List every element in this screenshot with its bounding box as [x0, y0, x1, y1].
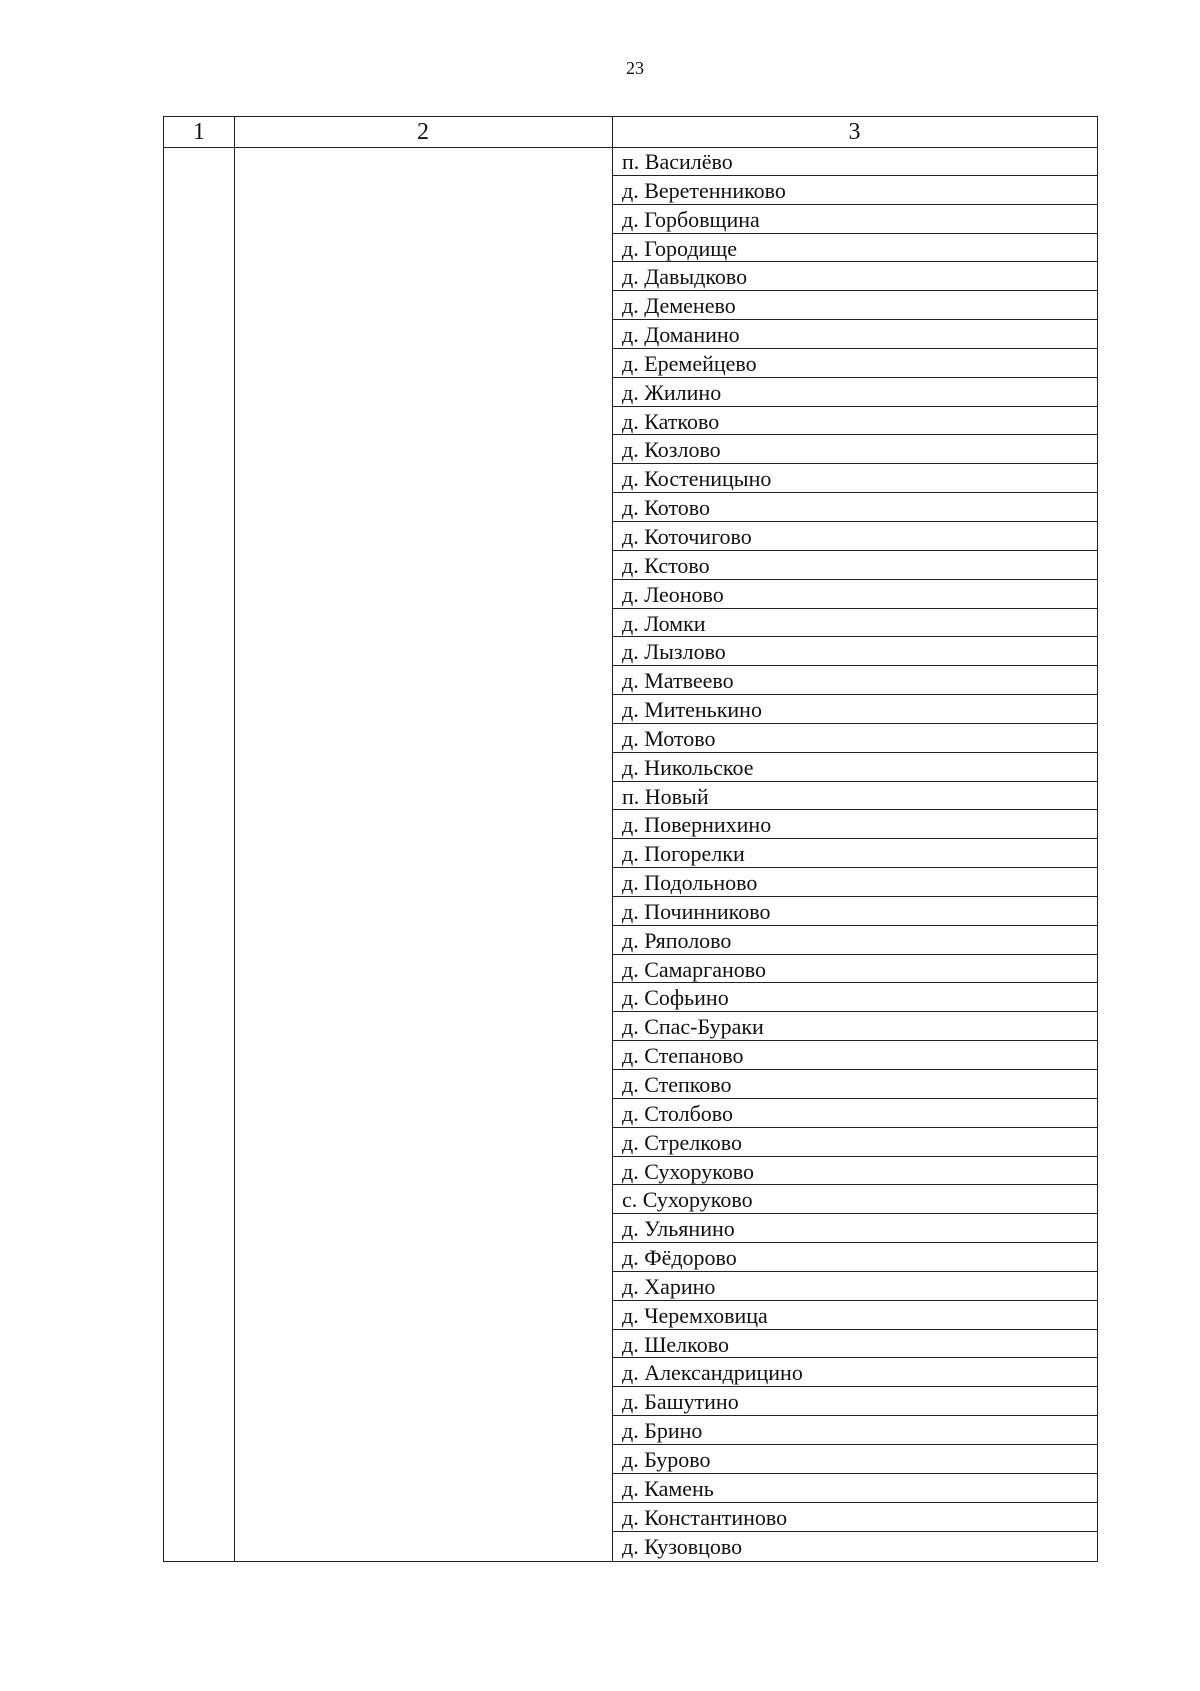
settlement-row: д. Константиново — [612, 1503, 1097, 1532]
settlement-row: п. Василёво — [612, 147, 1097, 176]
settlement-row: д. Леоново — [612, 580, 1097, 609]
table-header-row — [164, 117, 1097, 148]
settlements-table — [163, 116, 1098, 1562]
settlement-row: д. Давыдково — [612, 262, 1097, 291]
settlement-row: д. Митенькино — [612, 695, 1097, 724]
settlement-row: д. Шелково — [612, 1330, 1097, 1359]
settlement-row: д. Подольново — [612, 868, 1097, 897]
settlement-row: д. Самарганово — [612, 955, 1097, 984]
settlement-row: д. Веретенниково — [612, 176, 1097, 205]
settlement-row: д. Жилино — [612, 378, 1097, 407]
settlement-row: д. Александрицино — [612, 1358, 1097, 1387]
settlement-row: д. Катково — [612, 407, 1097, 436]
settlement-row: д. Сухоруково — [612, 1157, 1097, 1186]
settlement-row: д. Стрелково — [612, 1128, 1097, 1157]
settlement-row: д. Котово — [612, 493, 1097, 522]
page-number: 23 — [626, 58, 644, 78]
settlement-row: д. Брино — [612, 1416, 1097, 1445]
settlement-row: д. Козлово — [612, 435, 1097, 464]
settlement-row: д. Коточигово — [612, 522, 1097, 551]
settlement-row: п. Новый — [612, 782, 1097, 811]
settlement-row: д. Фёдорово — [612, 1243, 1097, 1272]
settlement-row: д. Бурово — [612, 1445, 1097, 1474]
settlement-row: д. Камень — [612, 1474, 1097, 1503]
settlement-row: д. Городище — [612, 234, 1097, 263]
header-cell-1: 1 — [193, 119, 205, 145]
settlement-row: д. Деменево — [612, 291, 1097, 320]
settlement-row: д. Еремейцево — [612, 349, 1097, 378]
settlement-row: д. Погорелки — [612, 839, 1097, 868]
settlement-row: д. Башутино — [612, 1387, 1097, 1416]
header-cell-2: 2 — [417, 119, 429, 145]
settlement-row: д. Лызлово — [612, 637, 1097, 666]
settlement-row: д. Степаново — [612, 1041, 1097, 1070]
header-cell-3: 3 — [848, 119, 861, 145]
settlement-row: д. Кузовцово — [622, 1533, 743, 1559]
settlement-row: д. Софьино — [612, 983, 1097, 1012]
settlement-row: д. Костеницыно — [612, 464, 1097, 493]
settlement-row: д. Никольское — [612, 753, 1097, 782]
settlement-row: д. Черемховица — [612, 1301, 1097, 1330]
settlement-row: д. Починниково — [612, 897, 1097, 926]
settlement-row: с. Сухоруково — [612, 1185, 1097, 1214]
settlement-row: д. Степково — [612, 1070, 1097, 1099]
settlement-row: д. Повернихино — [612, 810, 1097, 839]
settlement-list — [612, 147, 1097, 1560]
settlement-row: д. Мотово — [612, 724, 1097, 753]
settlement-row: д. Горбовщина — [612, 205, 1097, 234]
settlement-row: д. Столбово — [612, 1099, 1097, 1128]
settlement-row: д. Ломки — [612, 609, 1097, 638]
settlement-row: д. Спас-Бураки — [612, 1012, 1097, 1041]
column-divider-1 — [234, 117, 235, 1561]
settlement-row: д. Матвеево — [612, 666, 1097, 695]
settlement-row: д. Доманино — [612, 320, 1097, 349]
settlement-row: д. Кстово — [612, 551, 1097, 580]
settlement-row: д. Ряполово — [612, 926, 1097, 955]
settlement-row: д. Харино — [612, 1272, 1097, 1301]
settlement-row: д. Ульянино — [612, 1214, 1097, 1243]
